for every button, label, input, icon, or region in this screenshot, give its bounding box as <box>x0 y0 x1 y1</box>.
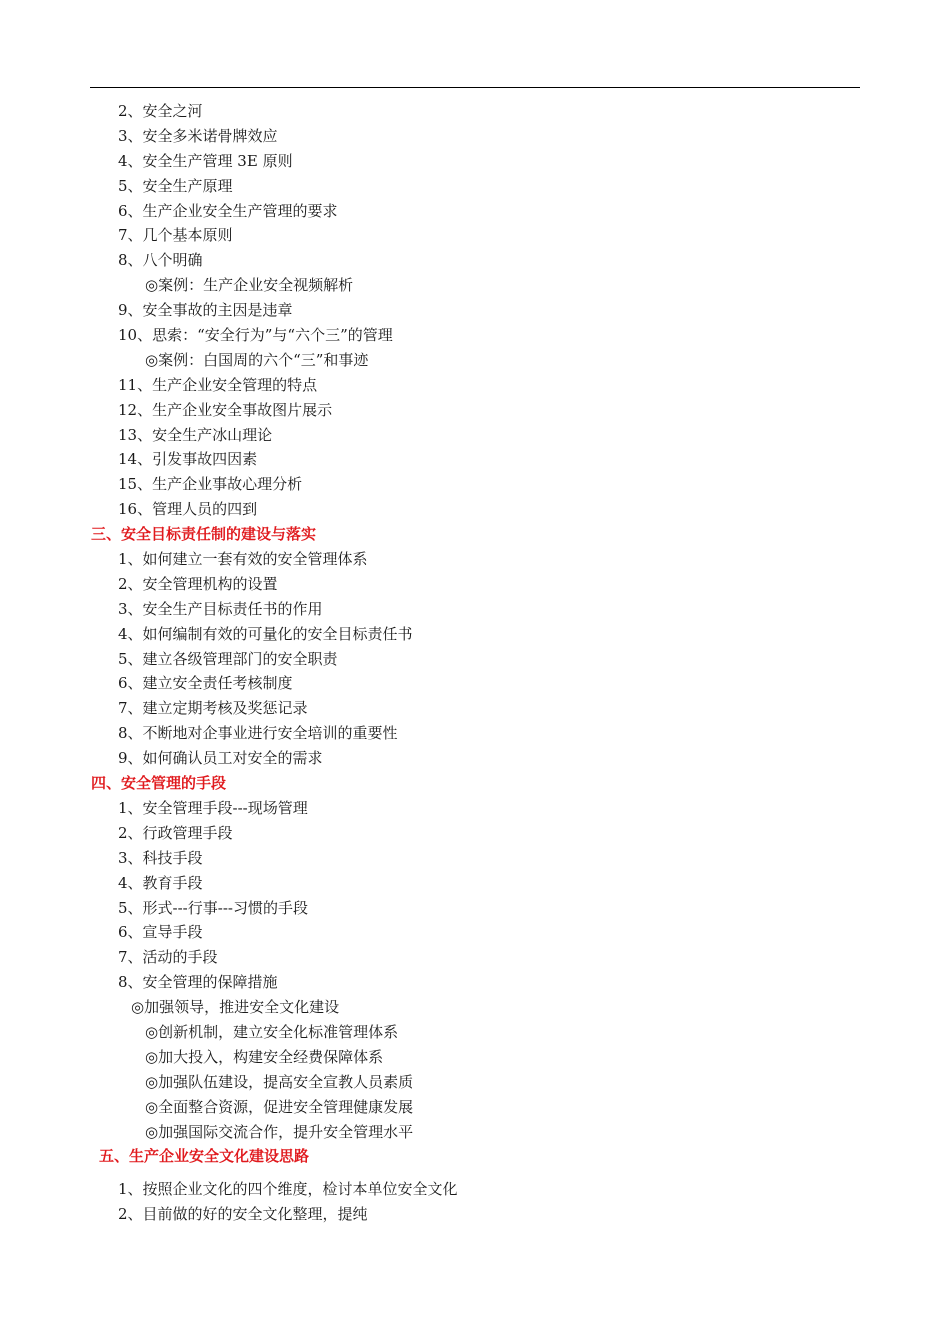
list-item: 10、思索：“安全行为”与“六个三”的管理 <box>118 326 393 345</box>
list-item: 7、建立定期考核及奖惩记录 <box>118 699 308 718</box>
measure-item: ◎加强国际交流合作，提升安全管理水平 <box>145 1122 414 1141</box>
section-heading-5: 五、生产企业安全文化建设思路 <box>99 1147 310 1166</box>
section3-list <box>0 547 950 771</box>
measure-item: ◎全面整合资源，促进安全管理健康发展 <box>145 1097 414 1116</box>
measure-item: ◎创新机制，建立安全化标准管理体系 <box>145 1022 399 1041</box>
list-item: 5、安全生产原理 <box>118 176 233 195</box>
list-item: 14、引发事故四因素 <box>118 450 258 469</box>
list-item: 8、不断地对企事业进行安全培训的重要性 <box>118 724 398 743</box>
measure-item: ◎加强领导，推进安全文化建设 <box>131 998 340 1017</box>
header-rule <box>90 87 860 88</box>
list-item: 5、形式---行事---习惯的手段 <box>118 898 308 917</box>
list-item: 6、建立安全责任考核制度 <box>118 674 293 693</box>
list-item: 2、安全之河 <box>118 102 203 120</box>
case-item: ◎案例：生产企业安全视频解析 <box>145 276 354 295</box>
list-item: 2、行政管理手段 <box>118 823 233 842</box>
list-item: 8、安全管理的保障措施 <box>118 973 278 992</box>
list-item: 13、安全生产冰山理论 <box>118 425 273 444</box>
list-item: 1、按照企业文化的四个维度，检讨本单位安全文化 <box>118 1180 458 1199</box>
list-item: 5、建立各级管理部门的安全职责 <box>118 649 338 668</box>
list-item: 6、生产企业安全生产管理的要求 <box>118 201 338 220</box>
list-item: 4、安全生产管理 3E 原则 <box>118 151 293 170</box>
list-item: 9、如何确认员工对安全的需求 <box>118 749 323 768</box>
list-item: 7、活动的手段 <box>118 948 218 967</box>
measure-item: ◎加强队伍建设，提高安全宣教人员素质 <box>145 1072 414 1091</box>
list-item: 7、几个基本原则 <box>118 226 233 245</box>
list-item: 12、生产企业安全事故图片展示 <box>118 400 333 419</box>
section-heading-4: 四、安全管理的手段 <box>91 774 227 793</box>
list-item: 4、教育手段 <box>118 873 203 892</box>
list-item: 3、安全生产目标责任书的作用 <box>118 599 323 618</box>
list-item: 9、安全事故的主因是违章 <box>118 301 293 320</box>
list-item: 3、科技手段 <box>118 848 203 867</box>
document-body <box>0 99 950 1227</box>
list-item: 1、如何建立一套有效的安全管理体系 <box>118 550 368 569</box>
list-item: 8、八个明确 <box>118 251 203 270</box>
list-item: 4、如何编制有效的可量化的安全目标责任书 <box>118 624 413 643</box>
list-item: 2、安全管理机构的设置 <box>118 574 278 593</box>
measure-item: ◎加大投入，构建安全经费保障体系 <box>145 1047 384 1066</box>
list-item: 11、生产企业安全管理的特点 <box>118 375 318 394</box>
list-item: 6、宣导手段 <box>118 923 203 942</box>
section5-list <box>0 1177 950 1227</box>
list-item: 16、管理人员的四到 <box>118 500 258 519</box>
case-item: ◎案例：白国周的六个“三”和事迹 <box>145 350 369 369</box>
list-item: 2、目前做的好的安全文化整理，提纯 <box>118 1205 368 1224</box>
section2-list <box>0 99 950 522</box>
list-item: 3、安全多米诺骨牌效应 <box>118 126 278 145</box>
section-heading-3: 三、安全目标责任制的建设与落实 <box>91 525 317 544</box>
section4-list <box>0 796 950 1144</box>
list-item: 15、生产企业事故心理分析 <box>118 475 303 494</box>
list-item: 1、安全管理手段---现场管理 <box>118 798 308 817</box>
